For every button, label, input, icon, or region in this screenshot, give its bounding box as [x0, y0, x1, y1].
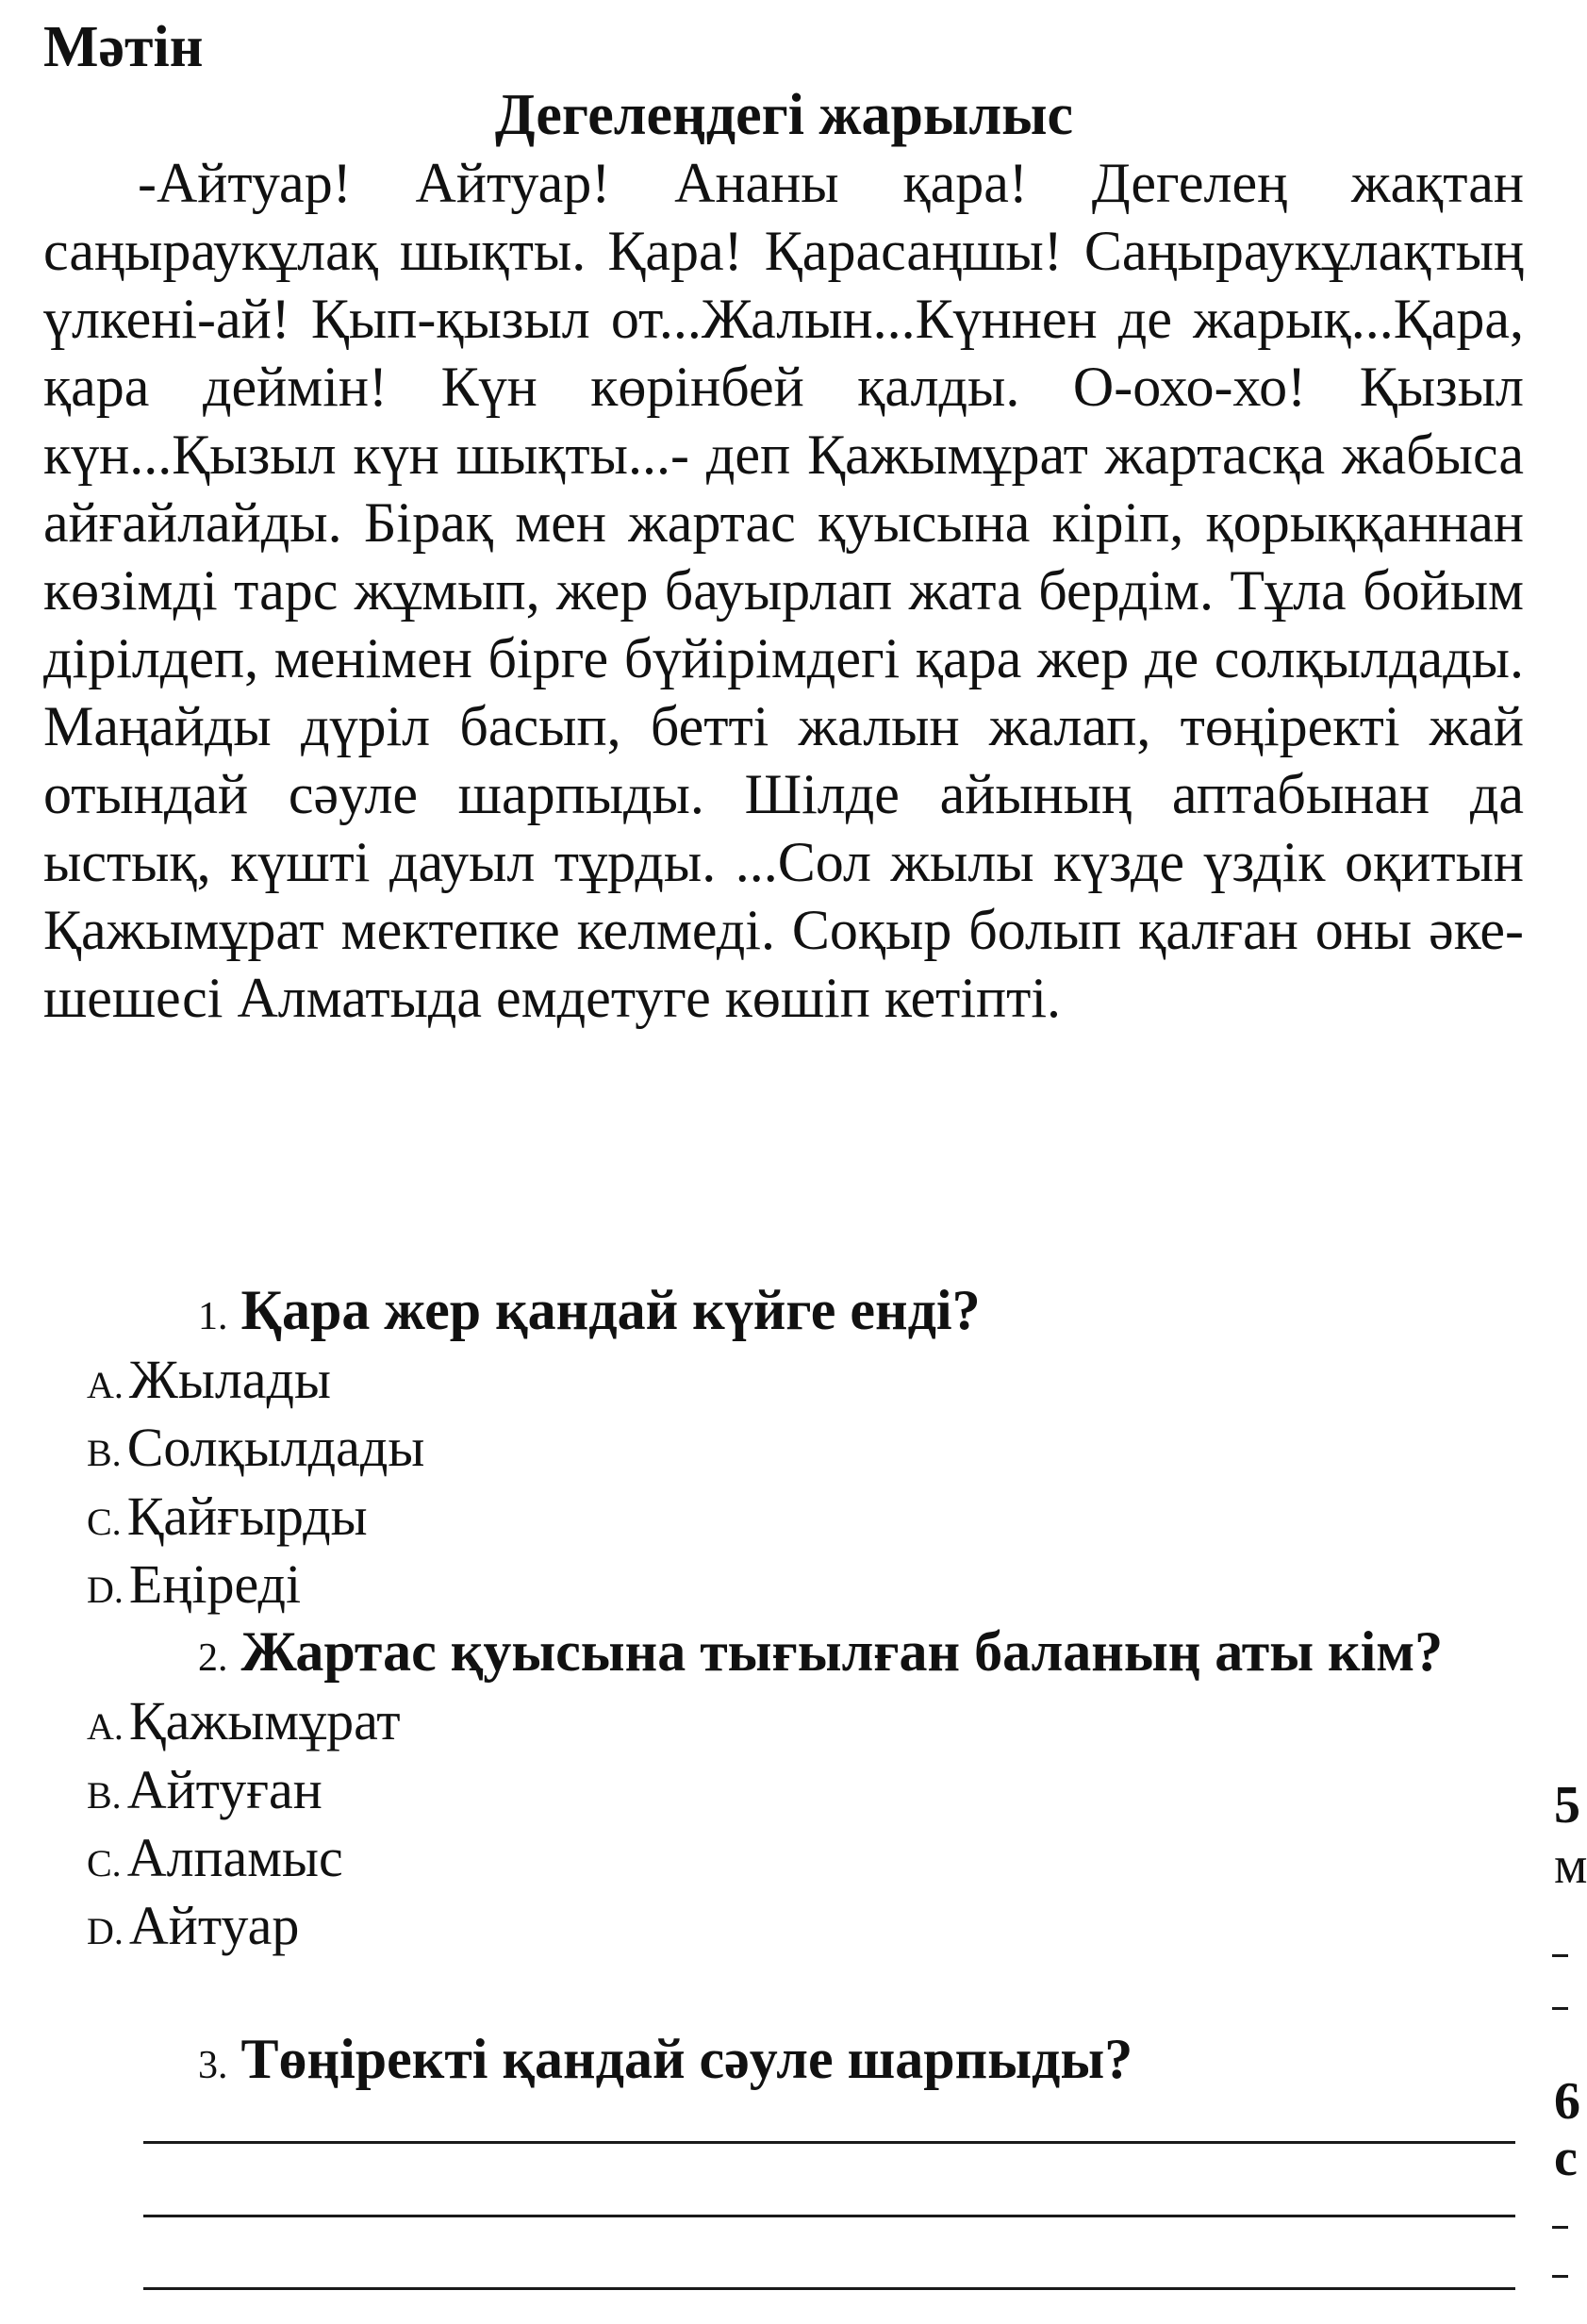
option-letter: C. — [87, 1501, 122, 1543]
question-text: Жартас қуысына тығылған баланың аты кім? — [240, 1620, 1444, 1683]
option-letter: B. — [87, 1774, 122, 1817]
question-1-option-c[interactable] — [87, 1484, 368, 1555]
question-2-option-d[interactable] — [87, 1893, 299, 1965]
question-1-option-a[interactable] — [87, 1347, 331, 1419]
option-text: Айтуған — [126, 1759, 322, 1820]
option-text: Жылады — [128, 1349, 331, 1410]
option-text: Қайғырды — [126, 1486, 368, 1547]
cropped-margin-text: 6 — [1554, 2072, 1580, 2131]
text-title: Дегелеңдегі жарылыс — [494, 83, 1074, 147]
question-1-option-b[interactable] — [87, 1415, 424, 1486]
question-number: 3. — [198, 2044, 228, 2087]
option-letter: D. — [87, 1910, 124, 1952]
answer-line[interactable] — [143, 2141, 1515, 2144]
section-label: Мәтін — [43, 15, 204, 79]
option-text: Айтуар — [128, 1895, 300, 1956]
option-letter: A. — [87, 1705, 124, 1748]
cropped-margin-line — [1552, 2007, 1568, 2010]
question-2 — [198, 1618, 1443, 1691]
question-2-option-c[interactable] — [87, 1825, 343, 1897]
question-1-option-d[interactable] — [87, 1552, 301, 1623]
question-text: Төңіректі қандай сәуле шарпыды? — [240, 2028, 1133, 2090]
question-3 — [198, 2026, 1132, 2099]
option-text: Алпамыс — [126, 1827, 343, 1888]
option-text: Қажымұрат — [128, 1690, 401, 1751]
option-letter: C. — [87, 1842, 122, 1884]
option-text: Еңіреді — [128, 1553, 302, 1615]
cropped-margin-text: 5 — [1554, 1776, 1580, 1834]
answer-line[interactable] — [143, 2287, 1515, 2290]
question-text: Қара жер қандай күйге енді? — [240, 1279, 981, 1341]
reading-passage: -Айтуар! Айтуар! Ананы қара! Дегелең жақтан саңыраукұлақ шықты. Қара! Қарасаңшы! Саңыраукұлақтың үлкені-ай! Қып-қызыл от...Жалын...Күннен де жарық...Қара, қара деймін! Күн көрінбей қалды. О-охо-хо! Қызыл күн...Қызыл күн шықты...- деп Қажымұрат жартасқа жабыса айғайлайды. Бірақ мен жартас қуысына кіріп, қорыққаннан көзімді тарс жұмып, жер бауырлап жата бердім. Тұла бойым дірілдеп, менімен бірге бүйірімдегі қара жер де солқылдады. Маңайды дүріл басып, бетті жалын жалап, төңіректі жай отындай сәуле шарпыды. Шілде айының аптабынан да ыстық, күшті дауыл тұрды. ...Сол жылы күзде үздік оқитын Қажымұрат мектепке келмеді. Соқыр болып қалған оны әке-шешесі Алматыда емдетуге көшіп кетіпті. — [43, 152, 1524, 1029]
question-number: 1. — [198, 1295, 228, 1338]
answer-line[interactable] — [143, 2215, 1515, 2217]
cropped-margin-text: с — [1554, 2129, 1578, 2187]
option-letter: A. — [87, 1364, 124, 1406]
option-letter: D. — [87, 1569, 124, 1611]
cropped-margin-line — [1552, 1954, 1568, 1957]
question-2-option-b[interactable] — [87, 1757, 322, 1829]
cropped-margin-line — [1552, 2275, 1568, 2278]
cropped-margin-text: м — [1554, 1836, 1587, 1895]
option-letter: B. — [87, 1432, 122, 1474]
option-text: Солқылдады — [126, 1417, 425, 1478]
question-2-option-a[interactable] — [87, 1688, 401, 1760]
cropped-margin-line — [1552, 2226, 1568, 2229]
question-number: 2. — [198, 1636, 228, 1680]
question-1 — [198, 1277, 981, 1350]
